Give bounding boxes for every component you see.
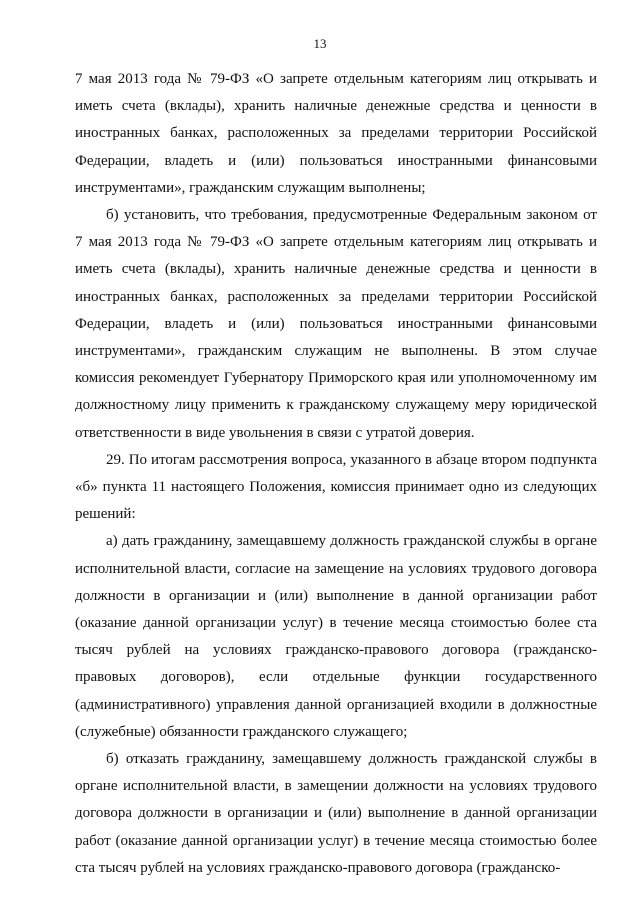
page-number: 13 [313, 36, 327, 51]
paragraph-item-29: 29. По итогам рассмотрения вопроса, указанного в абзаце втором подпункта «б» пункта 11 настоящего Положения, комиссия принимает одно из следующих решений: [75, 451, 597, 523]
paragraph-subitem-b-established: б) установить, что требования, предусмотренные Федеральным законом от 7 мая 2013 года № 79-ФЗ «О запрете отдельным категориям лиц открывать и иметь счета (вклады), хранить наличные денежные средства и ценности в иностранных банках, расположенных за пределами территории Российской Федерации, владеть и (или) пользоваться иностранными финансовыми инструментами», гражданским служащим не выполнены. В этом случае комиссия рекомендует Губернатору Приморского края или уполномоченному им должностному лицу применить к гражданскому служащему меру юридической ответственности в виде увольнения в связи с утратой доверия. [75, 207, 597, 441]
paragraph-continuation: 7 мая 2013 года № 79-ФЗ «О запрете отдельным категориям лиц открывать и иметь счета (вклады), хранить наличные денежные средства и ценности в иностранных банках, расположенных за пределами территории Российской Федерации, владеть и (или) пользоваться иностранными финансовыми инструментами», гражданским служащим выполнены; [75, 71, 597, 196]
paragraph-subitem-a-consent: а) дать гражданину, замещавшему должность гражданской службы в органе исполнительной власти, согласие на замещение на условиях трудового договора должности в организации и (или) выполнение в данной организации работ (оказание данной организации услуг) в течение месяца стоимостью более ста тысяч рублей на условиях гражданско-правового договора (гражданско-правовых договоров), если отдельные функции государственного (административного) управления данной организацией входили в должностные (служебные) обязанности гражданского служащего; [75, 533, 597, 740]
document-body [75, 66, 597, 882]
paragraph-subitem-b-refuse: б) отказать гражданину, замещавшему должность гражданской службы в органе исполнительной власти, в замещении должности на условиях трудового договора должности в организации и (или) выполнение в данной организации работ (оказание данной организации услуг) в течение месяца стоимостью более ста тысяч рублей на условиях гражданско-правового договора (гражданско- [75, 751, 597, 876]
